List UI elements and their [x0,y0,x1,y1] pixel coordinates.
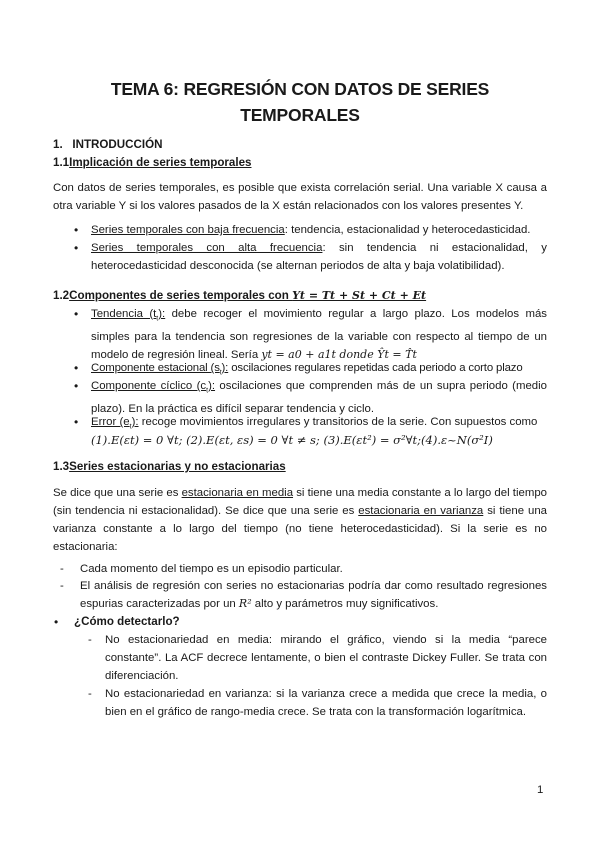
stationary-text-b: si tiene una media constante a lo largo del tiempo (sin tendencia ni estacionalidad). Se dice que una serie es [53,487,547,517]
error-term-end: ): [131,416,139,428]
bullet-marker: • [74,241,79,255]
bullet-marker: • [74,415,79,429]
dash-marker: - [88,688,92,700]
section-1-1-title: Implicación de series temporales [69,156,252,169]
spurious-text-a: El análisis de regresión con series no estacionarias podría dar como resultado regresiones espurias caracterizadas por un [80,580,547,610]
dash-item-variance-nonstationary: No estacionariedad en varianza: si la varianza crece a medida que crece la media, o bien en el gráfico de rango-media crece. Se trata con la transformación logarítmica. [105,688,547,718]
stationary-text-a: Se dice que una serie es [53,487,182,499]
components-formula: Yt = Tt + St + Ct + Et [292,289,427,302]
stationary-text-c: si tiene una varianza constante a lo largo del tiempo (no tiene heterocedasticidad). Si la serie es no estacionaria: [53,505,548,553]
dash-marker: - [88,634,92,646]
r-squared-formula: R² [238,597,252,610]
seasonal-term [91,362,229,377]
seasonal-term-text: Componente estacional (s [91,362,220,374]
section-1-3-title: Series estacionarias y no estacionarias [69,460,286,473]
high-frequency-text: : sin tendencia ni estacionalidad, y heterocedasticidad desconocida (se alternan periodos de alta y baja volatibilidad). [91,242,547,272]
bullet-trend [91,305,547,364]
stationary-in-variance-term: estacionaria en varianza [358,505,484,517]
section-1-1-heading [53,154,251,172]
dash-item-episode: Cada momento del tiempo es un episodio particular. [80,563,343,575]
spurious-text-b: alto y parámetros muy significativos. [251,598,439,610]
cyclical-term [91,380,216,395]
page-title [40,76,560,128]
low-frequency-text: : tendencia, estacionalidad y heterocedasticidad. [284,224,531,236]
trend-term-end: ): [158,308,166,320]
bullet-marker: • [54,615,59,629]
seasonal-term-end: ): [221,362,229,374]
seasonal-term-sub: t [219,369,222,377]
cyclical-term-text: Componente cíclico (c [91,380,207,392]
cyclical-term-end: ): [208,380,216,392]
page-number: 1 [537,784,544,796]
bullet-marker: • [74,307,79,321]
title-line-1: TEMA 6: REGRESIÓN CON DATOS DE SERIES [110,79,490,99]
section-1-3-heading [53,458,286,476]
title-line-2: TEMPORALES [240,105,360,125]
section-1-heading [53,136,163,154]
error-text: recoge movimientos irregulares y transitorios de la serie. Con supuestos como [138,416,538,428]
low-frequency-term: Series temporales con baja frecuencia [91,224,285,236]
dash-marker: - [60,563,64,575]
section-1-number: 1. [53,138,63,151]
stationary-in-mean-term: estacionaria en media [181,487,294,499]
bullet-marker: • [74,361,79,375]
trend-term-sub: t [156,315,159,323]
error-assumptions-formula: (1).E(εt) = 0 ∀t; (2).E(εt, εs) = 0 ∀t ≠ s; (3).E(εt²) = σ²∀t;(4).ε~N(σ²I) [91,433,493,447]
section-1-title: INTRODUCCIÓN [72,138,163,151]
trend-text: debe recoger el movimiento regular a largo plazo. Los modelos más simples para la tendencia son regresiones de la variable con respecto al tiempo de un modelo de regresión lineal. Sería [91,308,547,362]
bullet-low-frequency [91,221,547,239]
trend-term [91,308,166,323]
dash-marker: - [60,580,64,592]
high-frequency-term: Series temporales con alta frecuencia [91,242,323,254]
error-term-text: Error (e [91,416,130,428]
error-term-sub: t [129,423,132,431]
dash-item-mean-nonstationary: No estacionariedad en media: mirando el gráfico, viendo si la media “parece constante”. La ACF decrece lentamente, o bien el contraste Dickey Fuller. Se trata con diferenciación. [105,634,547,682]
trend-donde: donde [335,348,378,362]
detect-heading: ¿Cómo detectarlo? [74,615,180,628]
section-1-3-paragraph [53,484,547,556]
section-1-2-title-text: Componentes de series temporales con [69,289,293,302]
section-1-2-number: 1.2 [53,289,70,302]
error-term [91,416,139,431]
trend-formula-2: Ŷt = T̂t [377,348,417,362]
dash-item-spurious [80,577,547,613]
trend-term-text: Tendencia (t [91,308,157,320]
bullet-high-frequency [91,239,547,275]
section-1-1-paragraph: Con datos de series temporales, es posible que exista correlación serial. Una variable X causa a otra variable Y si los valores pasados de la X están relacionados con los valores presentes Y. [53,182,547,212]
seasonal-text: oscilaciones regulares repetidas cada periodo a corto plazo [228,362,523,374]
section-1-3-number: 1.3 [53,460,70,473]
bullet-marker: • [74,379,79,393]
trend-formula: yt = a0 + a1t [261,348,336,362]
section-1-2-title [69,289,426,302]
cyclical-text: oscilaciones que comprenden más de un supra periodo (medio plazo). En la práctica es difícil separar tendencia y ciclo. [91,380,547,416]
section-1-2-heading [53,287,426,305]
cyclical-term-sub: t [206,387,209,395]
bullet-marker: • [74,223,79,237]
section-1-1-number: 1.1 [53,156,70,169]
